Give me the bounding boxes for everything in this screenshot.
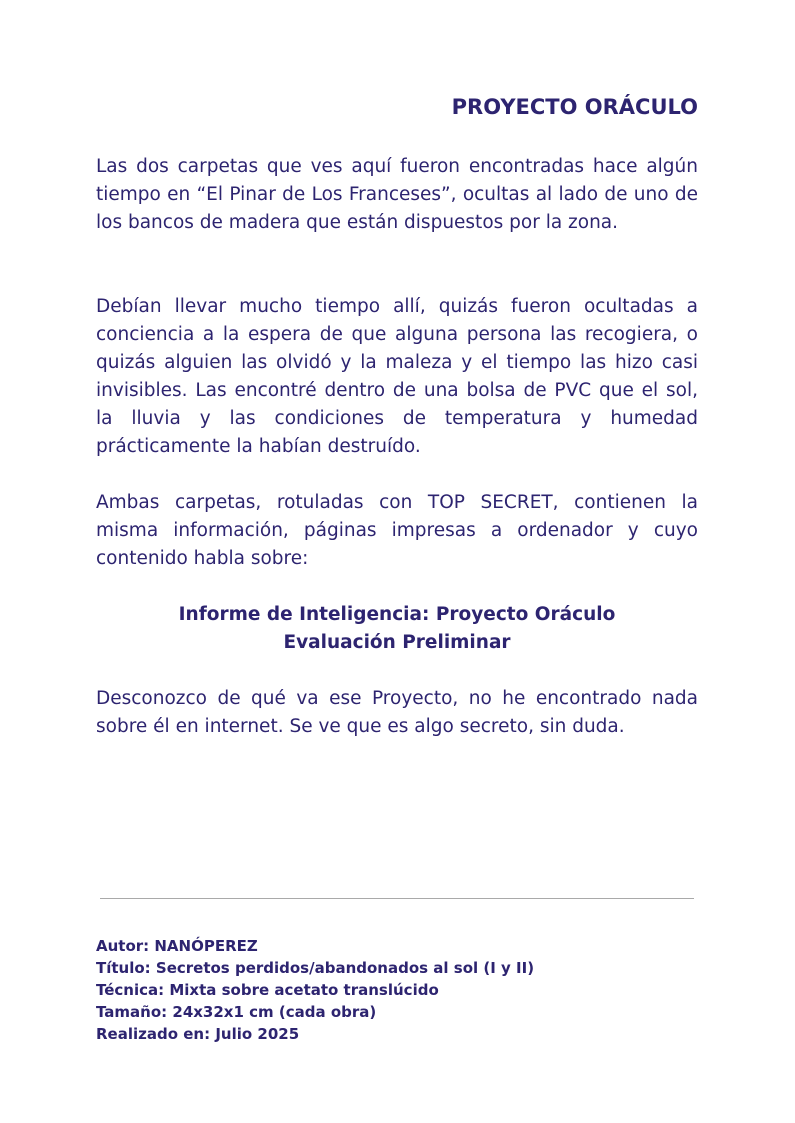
paragraph-condition: Debían llevar mucho tiempo allí, quizás fueron ocultadas a conciencia a la espera de que alguna persona las recogiera, o quizás alguien las olvidó y la maleza y el tiempo las hizo casi invisibles. Las encontré dentro de una bolsa de PVC que el sol, la lluvia y las condiciones de temperatura y humedad prácticamente la habían destruído.: [96, 296, 698, 457]
credits-block: [96, 935, 698, 1045]
credit-date: Realizado en: Julio 2025: [96, 1025, 300, 1043]
divider: [100, 898, 694, 899]
paragraph-folders: Ambas carpetas, rotuladas con TOP SECRET, contienen la misma información, páginas impresas a ordenador y cuyo contenido habla sobre:: [96, 492, 698, 569]
paragraph-unknown: Desconozco de qué va ese Proyecto, no he encontrado nada sobre él en internet. Se ve que es algo secreto, sin duda.: [96, 688, 698, 737]
report-heading: [96, 601, 698, 657]
report-heading-line1: Informe de Inteligencia: Proyecto Oráculo: [178, 604, 616, 625]
report-heading-line2: Evaluación Preliminar: [283, 632, 511, 653]
credit-author: Autor: NANÓPEREZ: [96, 937, 258, 955]
credit-title: Título: Secretos perdidos/abandonados al sol (I y II): [96, 959, 535, 977]
paragraph-discovery: Las dos carpetas que ves aquí fueron encontradas hace algún tiempo en “El Pinar de Los Franceses”, ocultas al lado de uno de los bancos de madera que están dispuestos por la zona.: [96, 156, 698, 233]
credit-size: Tamaño: 24x32x1 cm (cada obra): [96, 1003, 377, 1021]
credit-technique: Técnica: Mixta sobre acetato translúcido: [96, 981, 439, 999]
page-title: PROYECTO ORÁCULO: [451, 95, 698, 119]
